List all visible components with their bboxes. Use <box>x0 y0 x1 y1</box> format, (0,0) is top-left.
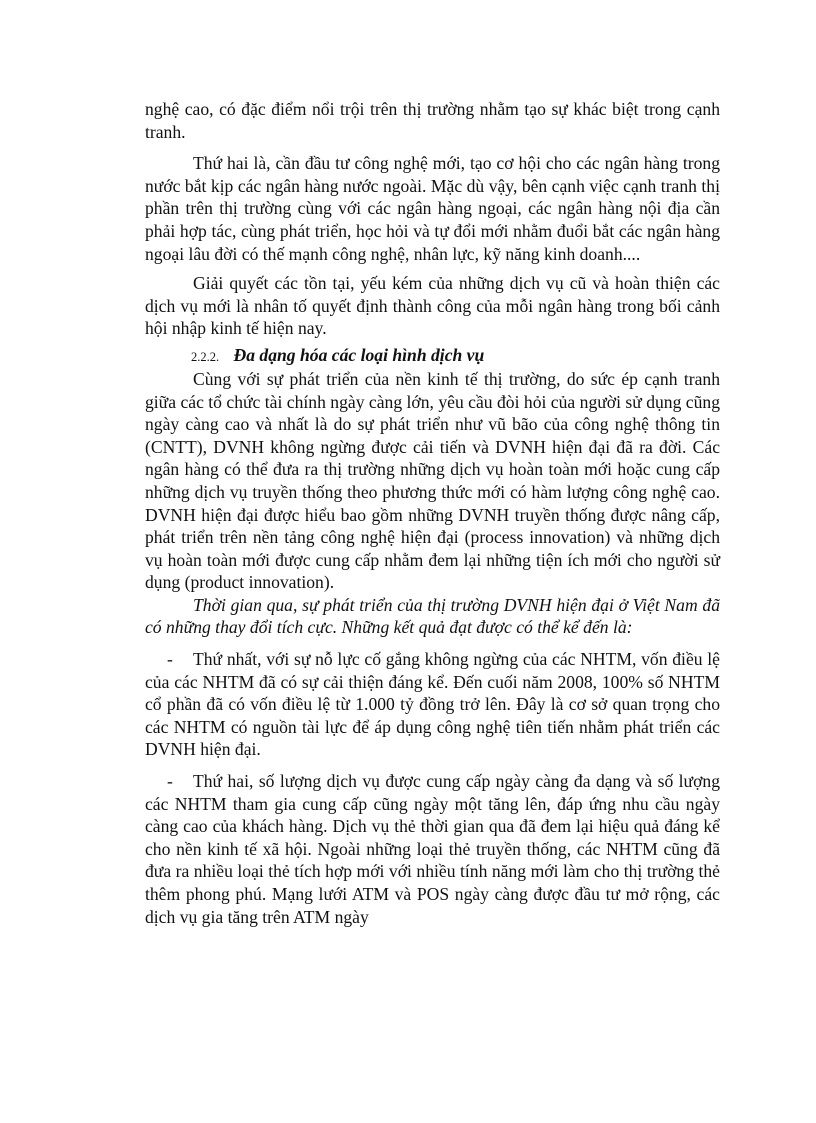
bullet-text: Thứ hai, số lượng dịch vụ được cung cấp ngày càng đa dạng và số lượng các NHTM tham gia cung cấp cũng ngày một tăng lên, đáp ứng nhu cầu ngày càng cao của khách hàng. Dịch vụ thẻ thời gian qua đã đem lại hiệu quả đáng kể cho nền kinh tế xã hội. Ngoài những loại thẻ truyền thống, các NHTM cũng đã đưa ra nhiều loại thẻ tích hợp mới với nhiều tính năng mới làm cho thị trường thẻ thêm phong phú. Mạng lưới ATM và POS ngày càng được đầu tư mở rộng, các dịch vụ gia tăng trên ATM ngày <box>145 771 720 927</box>
paragraph-diversification: Cùng với sự phát triển của nền kinh tế thị trường, do sức ép cạnh tranh giữa các tổ chức tài chính ngày càng lớn, yêu cầu đòi hỏi của người sử dụng cũng ngày càng cao và nhất là do sự phát triển như vũ bão của công nghệ thông tin (CNTT), DVNH không ngừng được cải tiến và DVNH hiện đại đã ra đời. Các ngân hàng có thể đưa ra thị trường những dịch vụ hoàn toàn mới hoặc cung cấp những dịch vụ truyền thống theo phương thức mới có hàm lượng công nghệ cao. DVNH hiện đại được hiểu bao gồm những DVNH truyền thống được nâng cấp, phát triển trên nền tảng công nghệ hiện đại (process innovation) và những dịch vụ hoàn toàn mới được cung cấp nhằm đem lại những tiện ích mới cho người sử dụng (product innovation). <box>145 368 720 593</box>
paragraph-continuation: nghệ cao, có đặc điểm nổi trội trên thị trường nhằm tạo sự khác biệt trong cạnh tranh. <box>145 99 720 142</box>
bullet-dash: - <box>167 771 173 792</box>
section-heading <box>145 344 720 368</box>
document-page <box>145 98 720 928</box>
section-title: Đa dạng hóa các loại hình dịch vụ <box>233 344 485 365</box>
paragraph-second-point: Thứ hai là, cần đầu tư công nghệ mới, tạo cơ hội cho các ngân hàng trong nước bắt kịp các ngân hàng nước ngoài. Mặc dù vậy, bên cạnh việc cạnh tranh thị phần trên thị trường cùng với các ngân hàng ngoại, các ngân hàng nội địa cần phải hợp tác, cùng phát triển, học hỏi và tự đổi mới nhằm đuổi bắt các ngân hàng ngoại lâu đời có thế mạnh công nghệ, nhân lực, kỹ năng kinh doanh.... <box>145 153 720 264</box>
bullet-item-second <box>145 770 720 928</box>
bullet-dash: - <box>167 649 173 670</box>
section-number: 2.2.2. <box>191 349 220 364</box>
paragraph-resolution: Giải quyết các tồn tại, yếu kém của những dịch vụ cũ và hoàn thiện các dịch vụ mới là nhân tố quyết định thành công của mỗi ngân hàng trong bối cảnh hội nhập kinh tế hiện nay. <box>145 273 720 339</box>
paragraph-results-intro: Thời gian qua, sự phát triển của thị trường DVNH hiện đại ở Việt Nam đã có những thay đổi tích cực. Những kết quả đạt được có thể kể đến là: <box>145 594 720 638</box>
bullet-item-first <box>145 648 720 761</box>
bullet-text: Thứ nhất, với sự nỗ lực cố gắng không ngừng của các NHTM, vốn điều lệ của các NHTM đã có sự cải thiện đáng kể. Đến cuối năm 2008, 100% số NHTM cổ phần đã có vốn điều lệ từ 1.000 tỷ đồng trở lên. Đây là cơ sở quan trọng cho các NHTM có nguồn tài lực để áp dụng công nghệ tiên tiến nhằm phát triển các DVNH hiện đại. <box>145 649 720 760</box>
